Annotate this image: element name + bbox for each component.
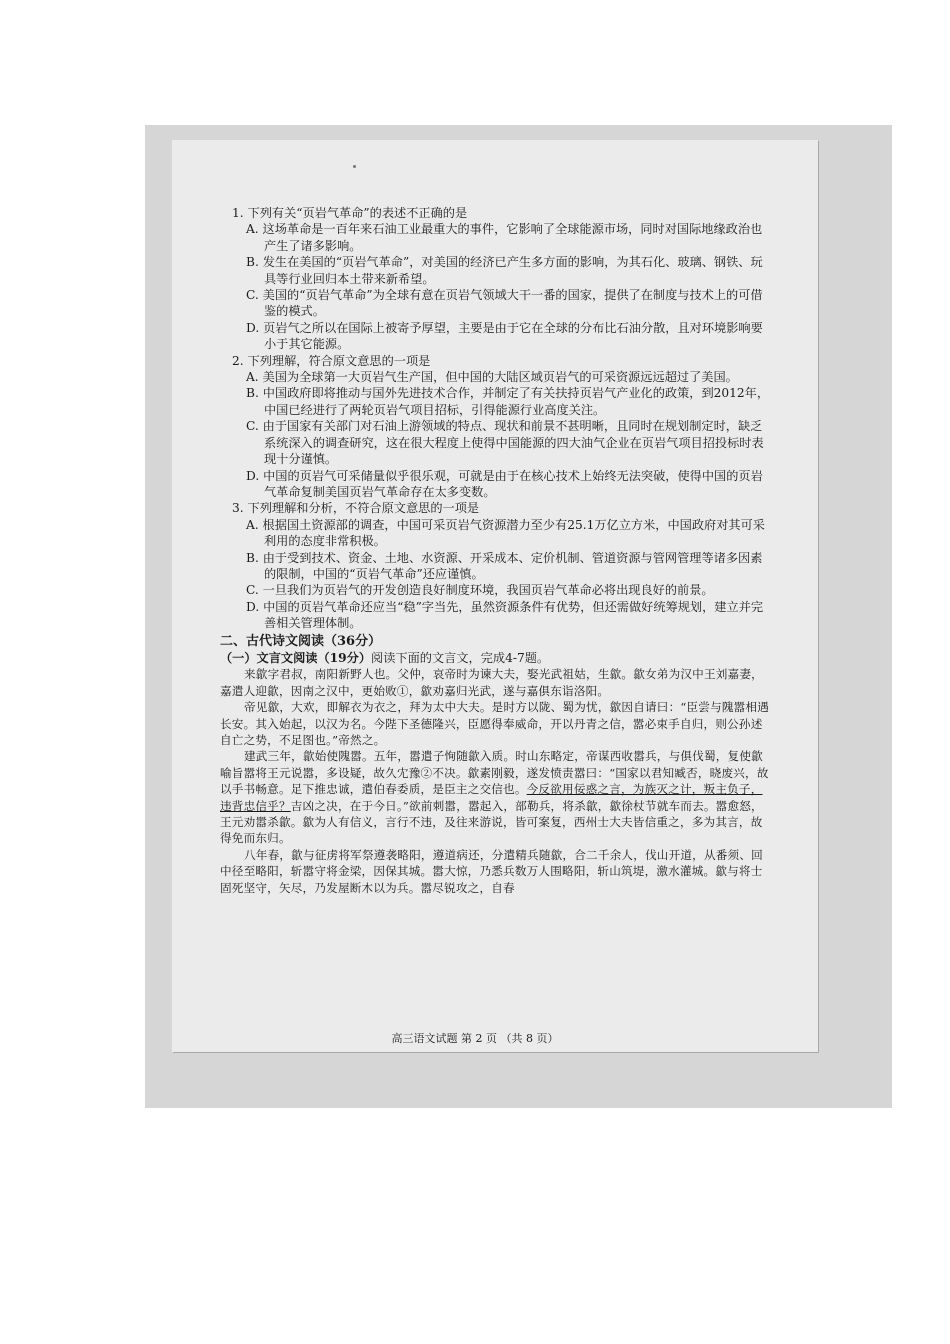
- question-1-option-d: D. 页岩气之所以在国际上被寄予厚望，主要是由于它在全球的分布比石油分散，且对环境影响要小于其它能源。: [246, 320, 763, 352]
- passage-paragraph-3: [220, 748, 770, 846]
- question-3-option-b: B. 由于受到技术、资金、土地、水资源、开采成本、定价机制、管道资源与管网管理等诸多因素的限制，中国的“页岩气革命”还应谨慎。: [246, 550, 763, 581]
- subsection-label: （一）文言文阅读（19分）: [220, 650, 372, 665]
- section-2-title: 二、古代诗文阅读（36分）: [220, 633, 382, 649]
- passage-paragraph-3-start: 建武三年，歙始使隗嚣。五年，嚣遣子恂随歙入质。时山东略定，帝谋西收嚣兵，与俱伐蜀，复使歙喻旨嚣将王元说嚣，多设疑，故久冘豫②不决。歙素刚毅，遂发愤责嚣曰：“国家以君知臧否，晓废兴，故以手书畅意。足下推忠诚，遣伯春委质，是臣主之交信也。: [220, 749, 769, 797]
- question-3-option-c: C. 一旦我们为页岩气的开发创造良好制度环境，我国页岩气革命必将出现良好的前景。: [246, 583, 714, 598]
- underlined-sentence: 今反欲用佞惑之言，为族灭之计，叛主负子，违背忠信乎？: [220, 782, 763, 813]
- question-3-option-a: A. 根据国土资源部的调查，中国可采页岩气资源潜力至少有25.1万亿立方米，中国政府对其可采利用的态度非常积极。: [246, 517, 765, 549]
- exam-content: [220, 205, 770, 896]
- question-1-option-a: A. 这场革命是一百年来石油工业最重大的事件，它影响了全球能源市场，同时对国际地缘政治也产生了诸多影响。: [246, 222, 763, 253]
- question-2-option-a: A. 美国为全球第一大页岩气生产国，但中国的大陆区域页岩气的可采资源远远超过了美国。: [246, 370, 738, 385]
- passage-paragraph-2: 帝见歙，大欢，即解衣为衣之，拜为太中大夫。是时方以陇、蜀为忧，歙因自请曰：“臣尝与隗嚣相遇长安。其入始起，以汉为名。今陛下圣德隆兴，臣愿得奉威命，开以丹青之信，嚣必束手自归，则公孙述自亡之势，不足图也。”帝然之。: [220, 700, 770, 747]
- question-1-stem: 1. 下列有关“页岩气革命”的表述不正确的是: [232, 206, 468, 220]
- question-1-option-c: C. 美国的“页岩气革命”为全球有意在页岩气领域大干一番的国家，提供了在制度与技术上的可借鉴的模式。: [246, 288, 763, 319]
- subsection-instruction: 阅读下面的文言文，完成4-7题。: [371, 650, 550, 665]
- passage-paragraph-3-end: 吉凶之决，在于今日。”欲前刺嚣，嚣起入，部勒兵，将杀歙，歙徐杖节就车而去。嚣愈怒，王元劝嚣杀歙。歙为人有信义，言行不违，及往来游说，皆可案复，西州士大夫皆信重之，多为其言，故得免而东归。: [220, 798, 763, 846]
- question-1-option-b: B. 发生在美国的“页岩气革命”，对美国的经济已产生多方面的影响，为其石化、玻璃、钢铁、玩具等行业回归本土带来新希望。: [246, 255, 763, 286]
- subsection-title: [220, 650, 770, 666]
- speck: [353, 165, 356, 168]
- question-3-option-d: D. 中国的页岩气革命还应当“稳”字当先，虽然资源条件有优势，但还需做好统筹规划，建立并完善相关管理体制。: [246, 599, 764, 631]
- question-2-option-c: C. 由于国家有关部门对石油上游领域的特点、现状和前景不甚明晰，且同时在规划制定时，缺乏系统深入的调查研究，这在很大程度上使得中国能源的四大油气企业在页岩气项目招投标时表现十分谨慎。: [246, 419, 764, 467]
- passage-paragraph-4: 八年春，歙与征虏将军祭遵袭略阳，遵道病还，分遣精兵随歙，合二千余人，伐山开道，从番须、回中径至略阳，斩嚣守将金梁，因保其城。嚣大惊，乃悉兵数万人围略阳，斩山筑堤，激水灌城。歙与将士固死坚守，矢尽，乃发屋断木以为兵。嚣尽锐攻之，自春: [220, 847, 763, 895]
- question-2-stem: 2. 下列理解，符合原文意思的一项是: [232, 353, 431, 368]
- question-2-option-d: D. 中国的页岩气可采储量似乎很乐观，可就是由于在核心技术上始终无法突破，使得中国的页岩气革命复制美国页岩气革命存在太多变数。: [246, 468, 763, 499]
- page-footer: 高三语文试题 第 2 页 （共 8 页）: [391, 1032, 559, 1045]
- question-2-option-b: B. 中国政府即将推动与国外先进技术合作，并制定了有关扶持页岩气产业化的政策，到2012年，中国已经进行了两轮页岩气项目招标，引得能源行业高度关注。: [246, 386, 770, 417]
- passage-paragraph-1: 来歙字君叔，南阳新野人也。父仲，哀帝时为谏大夫，娶光武祖姑，生歙。歙女弟为汉中王刘嘉妻，嘉遣人迎歙，因南之汉中，更始败①，歙劝嘉归光武，遂与嘉俱东诣洛阳。: [220, 667, 763, 698]
- question-3-stem: 3. 下列理解和分析，不符合原文意思的一项是: [232, 501, 480, 516]
